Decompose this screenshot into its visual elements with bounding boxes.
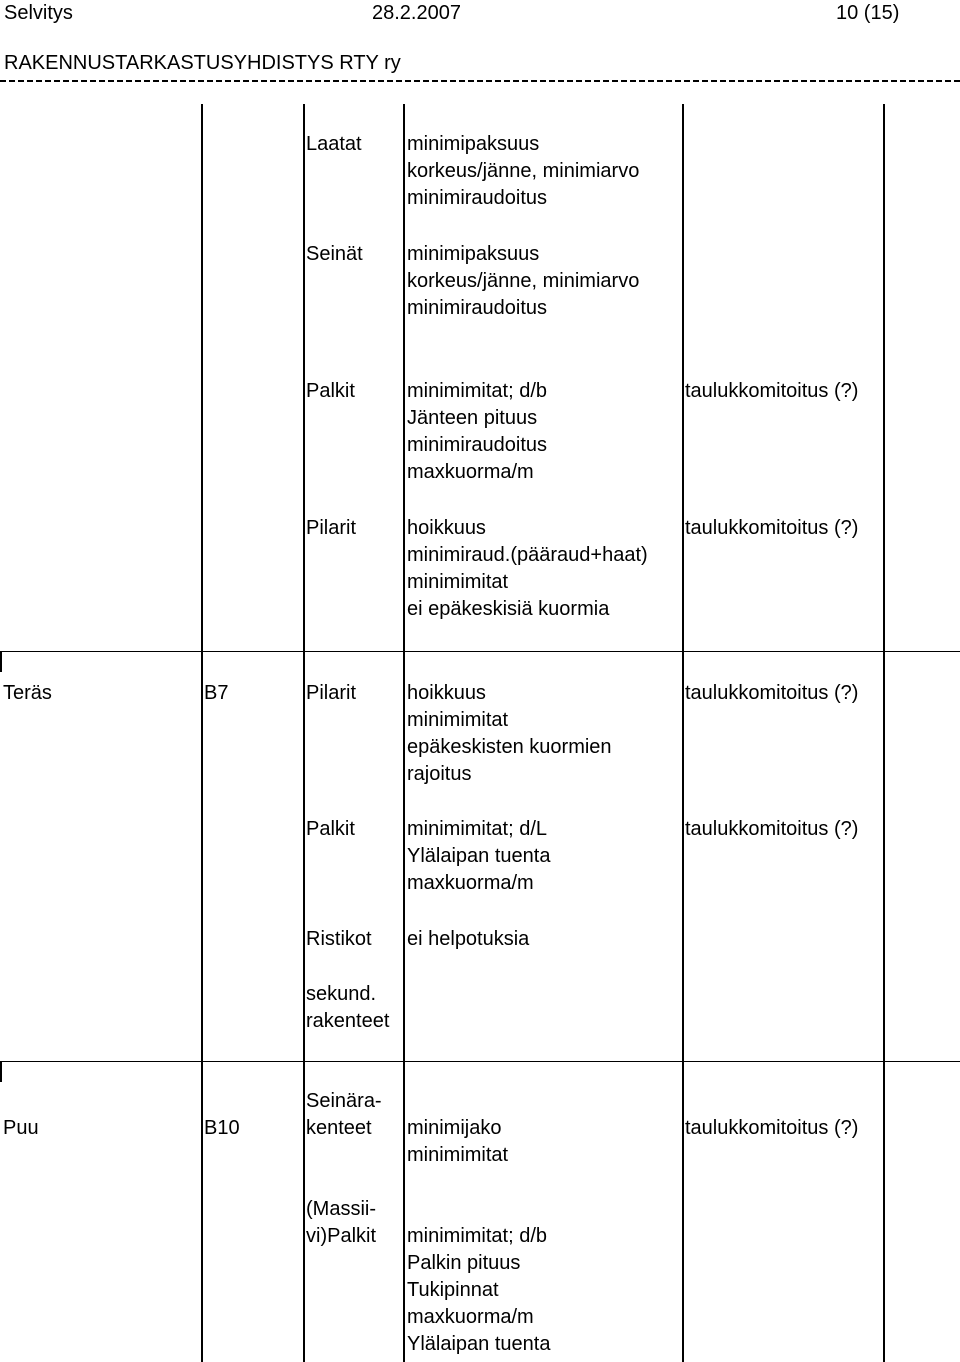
table-cell-method: taulukkomitoitus (?): [685, 682, 859, 704]
table-cell-material: Puu: [3, 1117, 39, 1139]
table-cell-requirements: minimimitat; d/b Palkin pituus Tukipinnat maxkuorma/m Ylälaipan tuenta: [407, 1225, 551, 1355]
table-cell-element: Seinät: [306, 243, 363, 265]
document-date: 28.2.2007: [372, 2, 461, 24]
table-column-divider-4: [682, 104, 684, 1362]
table-border-left: [0, 652, 2, 672]
table-column-divider-3: [403, 104, 405, 1362]
table-cell-method: taulukkomitoitus (?): [685, 517, 859, 539]
table-cell-class: B10: [204, 1117, 240, 1139]
document-type: Selvitys: [4, 2, 73, 24]
table-cell-element: Laatat: [306, 133, 362, 155]
table-cell-class: B7: [204, 682, 229, 704]
table-row-separator-steel: [0, 651, 960, 652]
table-cell-element: Pilarit: [306, 517, 357, 539]
table-cell-element: Pilarit: [306, 682, 357, 704]
table-cell-element: sekund. rakenteet: [306, 983, 390, 1032]
table-cell-element: Ristikot: [306, 928, 372, 950]
organization-name: RAKENNUSTARKASTUSYHDISTYS RTY ry: [4, 52, 401, 74]
table-cell-requirements: minimipaksuus korkeus/jänne, minimiarvo minimiraudoitus: [407, 133, 640, 209]
table-column-divider-2: [303, 104, 305, 1362]
table-column-divider-1: [201, 104, 203, 1362]
table-cell-material: Teräs: [3, 682, 52, 704]
table-column-divider-5: [883, 104, 885, 1362]
table-cell-requirements: ei helpotuksia: [407, 928, 530, 950]
table-cell-element: (Massii- vi)Palkit: [306, 1198, 377, 1247]
table-cell-requirements: minimimitat; d/b Jänteen pituus minimiraudoitus maxkuorma/m: [407, 380, 548, 483]
header-separator: [0, 80, 960, 82]
table-cell-requirements: hoikkuus minimimitat epäkeskisten kuormien rajoitus: [407, 682, 612, 785]
page-number: 10 (15): [836, 2, 900, 24]
table-cell-requirements: minimipaksuus korkeus/jänne, minimiarvo minimiraudoitus: [407, 243, 640, 319]
table-cell-method: taulukkomitoitus (?): [685, 380, 859, 402]
table-row-separator-wood: [0, 1061, 960, 1062]
table-border-left-2: [0, 1062, 2, 1082]
table-cell-requirements: hoikkuus minimiraud.(pääraud+haat) minimimitat ei epäkeskisiä kuormia: [407, 517, 648, 620]
table-cell-requirements: minimimitat; d/L Ylälaipan tuenta maxkuorma/m: [407, 818, 551, 894]
table-cell-element: Seinära- kenteet: [306, 1090, 382, 1139]
table-cell-requirements: minimijako minimimitat: [407, 1117, 509, 1166]
table-cell-method: taulukkomitoitus (?): [685, 1117, 859, 1139]
table-cell-element: Palkit: [306, 818, 355, 840]
table-cell-element: Palkit: [306, 380, 355, 402]
table-cell-method: taulukkomitoitus (?): [685, 818, 859, 840]
